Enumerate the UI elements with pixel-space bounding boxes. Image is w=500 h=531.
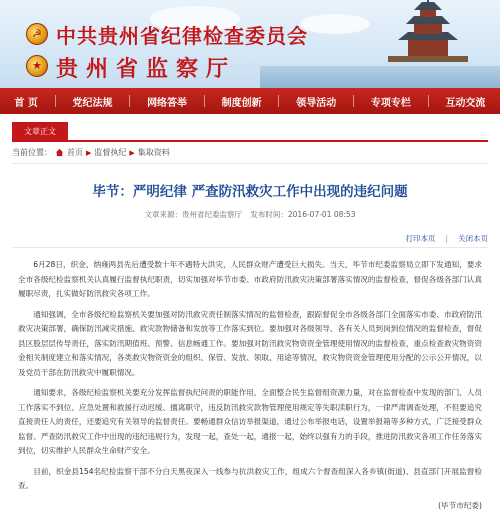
spacer <box>0 114 500 122</box>
article-body <box>18 258 482 494</box>
article-source: 文章来源：贵州省纪委监察厅 <box>144 210 242 219</box>
site-subtitle: 贵州省监察厅 <box>56 57 237 82</box>
home-icon <box>55 148 64 157</box>
article-title: 毕节：严明纪律 严查防汛救灾工作中出现的违纪问题 <box>92 184 408 200</box>
nav-item-leadership[interactable]: 领导活动 <box>296 97 337 109</box>
article-paragraph: 6月28日，织金、纳雍两县先后遭受数十年不遇特大洪灾，人民群众财产遭受巨大损失。当天，毕节市纪委监察局立即下发通知，要求全市各级纪检监察机关认真履行监督执纪职责，切实加强对毕节市委、市政府防汛救灾决策部署落实情况的监督检查，督促各级各部门认真履职尽责，扎实做好防汛救灾各项工作。 <box>18 260 482 298</box>
article-date: 发布时间：2016-07-01 08:53 <box>250 210 356 219</box>
article-tabbar <box>12 122 488 142</box>
article-paragraph: 通知强调，全市各级纪检监察机关要加强对防汛救灾责任制落实情况的监督检查，跟踪督促全市各级各部门全面落实市委、市政府防汛救灾决策部署，确保防汛减灾措施、救灾款物储备和发放等工作落实到位。要加强对各级领导、各有关人员到岗到位情况的监督检查，督促县区股层层传导责任，落实防汛期值班、预警、信息畅通工作。要加强对防汛救灾物资资金管理使用情况的监督检查，重点检查救灾物资资金相关制度建立和落实情况，各类救灾物资资金的组织、保管、发放、领取、用途等情况，救灾物资资金管理使用分配的公示公开情况，以及党员干部在防汛救灾中履职情况。 <box>18 309 482 377</box>
article-paragraph: 通知要求，各级纪检监察机关要充分发挥监督执纪问责的职能作用，全面整合民生监督组资源力量，对在监督检查中发现的部门、人员工作落实不到位、应急处置和救援行动迟缓、擅离职守，违反防汛救灾款物管理使用规定等失职渎职行为，一律严肃调查处理，不但要追究直接责任人的责任，还要追究有关领导的监督责任。要畅通群众信访举报渠道，通过公布举报电话，设置举报箱等多种方式，广泛接受群众监督。严查防汛救灾工作中出现的违纪违规行为，发现一起，查处一起，通报一起，始终以强有力的手段，推进防汛救灾各项工作任务落实到位，切实维护人民群众生命财产安全。 <box>18 388 482 455</box>
nav-divider <box>204 95 205 107</box>
close-page-link[interactable]: 关闭本页 <box>458 234 488 243</box>
cloud-decoration <box>300 14 370 34</box>
nav-item-innovation[interactable]: 制度创新 <box>221 97 262 109</box>
nav-item-reports[interactable]: 网络答举 <box>147 97 188 109</box>
tool-divider: | <box>445 234 448 243</box>
chevron-right-icon: ▶ <box>129 148 135 157</box>
article-source-footer: (毕节市纪委) <box>438 500 482 510</box>
nav-item-regulations[interactable]: 党纪法规 <box>72 97 113 109</box>
nav-divider <box>55 95 56 107</box>
breadcrumb-item-supervision[interactable]: 监督执纪 <box>94 148 127 157</box>
chevron-right-icon: ▶ <box>86 148 92 157</box>
site-title: 中共贵州省纪律检查委员会 <box>56 24 308 48</box>
breadcrumb-item-home[interactable]: 首页 <box>67 148 83 157</box>
tab-article-body[interactable]: 文章正文 <box>12 122 68 142</box>
breadcrumb <box>12 142 488 164</box>
nav-item-special[interactable]: 专项专栏 <box>370 97 411 109</box>
national-emblem-icon: ★ <box>26 55 48 77</box>
breadcrumb-prefix: 当前位置： <box>12 148 52 157</box>
pagoda-illustration <box>378 0 478 70</box>
nav-divider <box>278 95 279 107</box>
site-banner <box>0 0 500 88</box>
nav-divider <box>353 95 354 107</box>
article-paragraph: 目前，织金县154名纪检监察干部不分白天黑夜深入一线参与抗洪救灾工作，组成六个督查组深入各乡镇(街道)、县直部门开展监督检查。 <box>18 466 482 490</box>
article-tools <box>12 230 488 248</box>
main-nav <box>0 88 500 114</box>
nav-divider <box>129 95 130 107</box>
article-meta <box>0 209 500 220</box>
nav-item-home[interactable]: 首 页 <box>14 97 38 109</box>
party-emblem-icon: ☭ <box>26 23 48 45</box>
breadcrumb-item-materials[interactable]: 集取资料 <box>137 148 170 157</box>
nav-divider <box>428 95 429 107</box>
print-page-link[interactable]: 打印本页 <box>405 234 436 243</box>
nav-item-interaction[interactable]: 互动交流 <box>445 97 486 109</box>
